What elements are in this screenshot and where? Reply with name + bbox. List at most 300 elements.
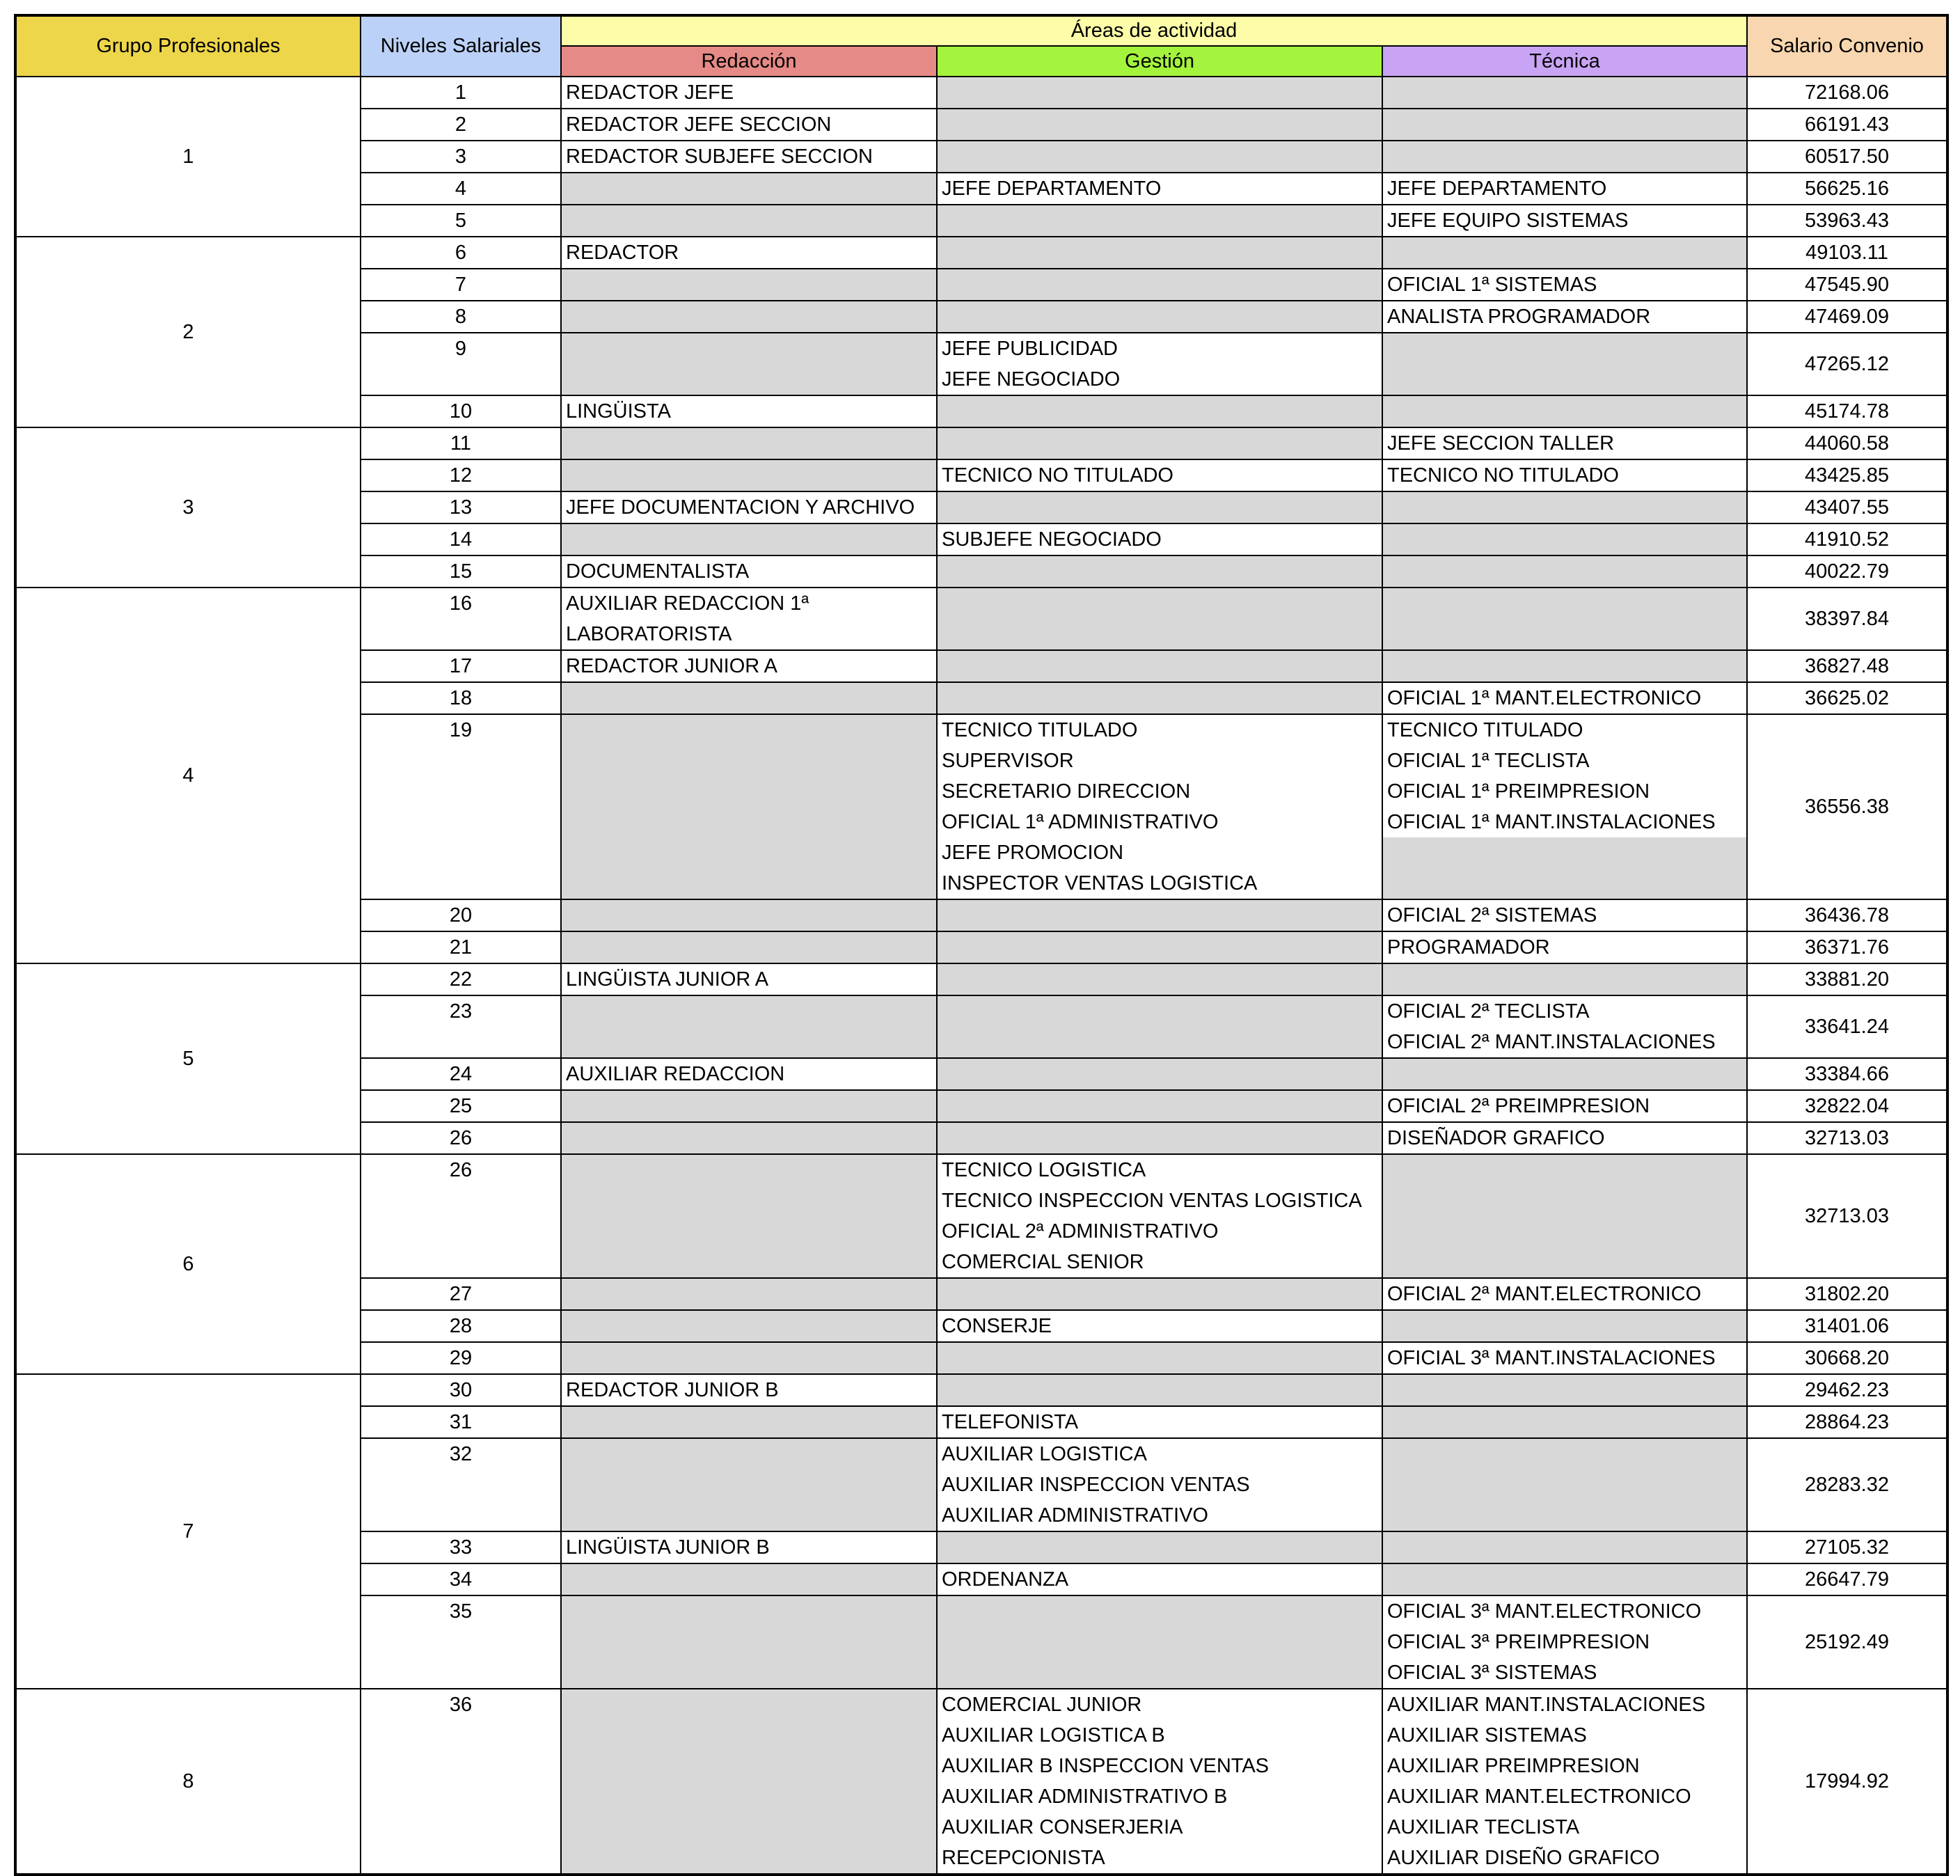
salario-value: 41910.52 — [1805, 528, 1889, 551]
redaccion-cell — [561, 237, 937, 269]
gestion-cell — [937, 1563, 1382, 1595]
salario-cell — [1747, 491, 1947, 523]
tecnica-cell — [1382, 995, 1747, 1058]
gestion-cell — [937, 77, 1382, 109]
salario-cell — [1747, 333, 1947, 395]
salario-value: 31802.20 — [1805, 1283, 1889, 1305]
salario-cell — [1747, 682, 1947, 714]
job-title: JEFE SECCION TALLER — [1387, 432, 1615, 455]
job-title: TECNICO INSPECCION VENTAS LOGISTICA — [942, 1190, 1362, 1212]
nivel-cell — [361, 1689, 561, 1875]
nivel-value: 17 — [449, 655, 473, 677]
job-title: JEFE NEGOCIADO — [942, 368, 1121, 391]
gestion-cell — [937, 1438, 1382, 1531]
nivel-cell — [361, 1058, 561, 1090]
header-salario: Salario Convenio — [1747, 15, 1947, 77]
tecnica-cell — [1382, 1122, 1747, 1154]
gestion-cell — [937, 205, 1382, 237]
job-title: TECNICO LOGISTICA — [942, 1159, 1146, 1181]
salario-cell — [1747, 141, 1947, 173]
salario-cell — [1747, 1563, 1947, 1595]
job-title: REDACTOR JEFE — [566, 81, 734, 104]
job-title: OFICIAL 1ª TECLISTA — [1387, 750, 1590, 772]
gestion-cell — [937, 1531, 1382, 1563]
nivel-value: 23 — [449, 1000, 473, 1023]
gestion-cell — [937, 1090, 1382, 1122]
redaccion-cell — [561, 301, 937, 333]
nivel-cell — [361, 650, 561, 682]
salario-cell — [1747, 1310, 1947, 1342]
job-title: REDACTOR JEFE SECCION — [566, 113, 832, 136]
tecnica-cell — [1382, 1090, 1747, 1122]
table-row — [15, 963, 1947, 995]
tecnica-cell — [1382, 205, 1747, 237]
gestion-cell — [937, 459, 1382, 491]
table-row — [15, 77, 1947, 109]
nivel-value: 9 — [455, 338, 467, 360]
redaccion-cell — [561, 1090, 937, 1122]
salario-cell — [1747, 237, 1947, 269]
redaccion-cell — [561, 491, 937, 523]
salario-cell — [1747, 1531, 1947, 1563]
nivel-value: 26 — [449, 1127, 473, 1149]
tecnica-cell — [1382, 1342, 1747, 1374]
salario-cell — [1747, 963, 1947, 995]
salario-value: 32713.03 — [1805, 1205, 1889, 1227]
redaccion-cell — [561, 269, 937, 301]
nivel-value: 36 — [449, 1694, 473, 1716]
gestion-cell — [937, 1374, 1382, 1406]
job-title: REDACTOR JUNIOR B — [566, 1379, 779, 1401]
tecnica-cell — [1382, 173, 1747, 205]
redaccion-cell — [561, 650, 937, 682]
header-areas: Áreas de actividad — [561, 15, 1747, 46]
gestion-cell — [937, 588, 1382, 650]
tecnica-cell — [1382, 963, 1747, 995]
nivel-value: 10 — [449, 400, 473, 423]
nivel-cell — [361, 523, 561, 555]
salario-cell — [1747, 714, 1947, 899]
nivel-value: 25 — [449, 1095, 473, 1117]
nivel-cell — [361, 555, 561, 588]
salario-value: 33384.66 — [1805, 1063, 1889, 1085]
job-title: INSPECTOR VENTAS LOGISTICA — [942, 872, 1258, 894]
gestion-cell — [937, 1122, 1382, 1154]
salario-value: 47469.09 — [1805, 306, 1889, 328]
job-title: AUXILIAR CONSERJERIA — [942, 1816, 1183, 1838]
header-grupo: Grupo Profesionales — [15, 15, 361, 77]
salario-cell — [1747, 1122, 1947, 1154]
job-title: AUXILIAR PREIMPRESION — [1387, 1755, 1640, 1777]
job-title: SECRETARIO DIRECCION — [942, 780, 1191, 803]
redaccion-cell — [561, 1689, 937, 1875]
redaccion-cell — [561, 1154, 937, 1278]
nivel-cell — [361, 269, 561, 301]
redaccion-cell — [561, 109, 937, 141]
nivel-cell — [361, 237, 561, 269]
job-title: TECNICO TITULADO — [1387, 719, 1583, 741]
tecnica-cell — [1382, 1563, 1747, 1595]
salario-cell — [1747, 301, 1947, 333]
salario-value: 44060.58 — [1805, 432, 1889, 455]
nivel-cell — [361, 205, 561, 237]
job-title: AUXILIAR MANT.INSTALACIONES — [1387, 1694, 1706, 1716]
salario-cell — [1747, 1595, 1947, 1689]
nivel-cell — [361, 714, 561, 899]
nivel-value: 8 — [455, 306, 467, 328]
job-title: DISEÑADOR GRAFICO — [1387, 1127, 1605, 1149]
tecnica-cell — [1382, 269, 1747, 301]
redaccion-cell — [561, 1342, 937, 1374]
salario-value: 36556.38 — [1805, 796, 1889, 818]
nivel-value: 15 — [449, 560, 473, 583]
redaccion-cell — [561, 173, 937, 205]
nivel-cell — [361, 1310, 561, 1342]
salario-value: 32713.03 — [1805, 1127, 1889, 1149]
job-title: REDACTOR — [566, 242, 679, 264]
gestion-cell — [937, 1278, 1382, 1310]
grupo-cell: 8 — [15, 1689, 361, 1875]
salario-value: 60517.50 — [1805, 145, 1889, 168]
job-title: RECEPCIONISTA — [942, 1847, 1105, 1869]
job-title: OFICIAL 1ª SISTEMAS — [1387, 274, 1597, 296]
redaccion-cell — [561, 77, 937, 109]
job-title: COMERCIAL SENIOR — [942, 1251, 1144, 1273]
salario-value: 30668.20 — [1805, 1347, 1889, 1369]
job-title: REDACTOR JUNIOR A — [566, 655, 778, 677]
salario-cell — [1747, 588, 1947, 650]
gestion-cell — [937, 963, 1382, 995]
gestion-cell — [937, 1406, 1382, 1438]
nivel-cell — [361, 1406, 561, 1438]
nivel-value: 28 — [449, 1315, 473, 1337]
salario-cell — [1747, 1278, 1947, 1310]
salario-cell — [1747, 459, 1947, 491]
tecnica-cell — [1382, 1310, 1747, 1342]
redaccion-cell — [561, 1531, 937, 1563]
tecnica-cell — [1382, 682, 1747, 714]
salario-cell — [1747, 269, 1947, 301]
job-title: ANALISTA PROGRAMADOR — [1387, 306, 1651, 328]
redaccion-cell — [561, 1278, 937, 1310]
redaccion-cell — [561, 427, 937, 459]
gestion-cell — [937, 333, 1382, 395]
nivel-cell — [361, 301, 561, 333]
redaccion-cell — [561, 141, 937, 173]
job-title: AUXILIAR DISEÑO GRAFICO — [1387, 1847, 1660, 1869]
nivel-value: 33 — [449, 1536, 473, 1559]
job-title: JEFE PUBLICIDAD — [942, 338, 1118, 360]
nivel-cell — [361, 1595, 561, 1689]
salario-value: 56625.16 — [1805, 178, 1889, 200]
nivel-value: 31 — [449, 1411, 473, 1433]
job-title: AUXILIAR SISTEMAS — [1387, 1724, 1587, 1747]
salario-value: 40022.79 — [1805, 560, 1889, 583]
tecnica-cell — [1382, 714, 1747, 899]
gestion-cell — [937, 427, 1382, 459]
salario-value: 38397.84 — [1805, 608, 1889, 630]
job-title: OFICIAL 1ª ADMINISTRATIVO — [942, 811, 1219, 833]
gestion-cell — [937, 931, 1382, 963]
salario-value: 36625.02 — [1805, 687, 1889, 709]
salario-cell — [1747, 1058, 1947, 1090]
job-title: PROGRAMADOR — [1387, 936, 1550, 959]
salario-value: 53963.43 — [1805, 210, 1889, 232]
gestion-cell — [937, 682, 1382, 714]
redaccion-cell — [561, 459, 937, 491]
job-title: JEFE DOCUMENTACION Y ARCHIVO — [566, 496, 915, 519]
salario-value: 17994.92 — [1805, 1770, 1889, 1792]
nivel-value: 29 — [449, 1347, 473, 1369]
salario-cell — [1747, 1090, 1947, 1122]
nivel-cell — [361, 963, 561, 995]
job-title: OFICIAL 3ª PREIMPRESION — [1387, 1631, 1650, 1653]
tecnica-cell — [1382, 1438, 1747, 1531]
job-title: OFICIAL 1ª MANT.ELECTRONICO — [1387, 687, 1702, 709]
nivel-value: 32 — [449, 1443, 473, 1465]
job-title: OFICIAL 2ª SISTEMAS — [1387, 904, 1597, 927]
redaccion-cell — [561, 963, 937, 995]
job-title: TECNICO NO TITULADO — [1387, 464, 1619, 487]
nivel-cell — [361, 1563, 561, 1595]
nivel-value: 16 — [449, 592, 473, 615]
nivel-value: 18 — [449, 687, 473, 709]
job-title: AUXILIAR MANT.ELECTRONICO — [1387, 1786, 1691, 1808]
nivel-value: 6 — [455, 242, 467, 264]
job-title: OFICIAL 3ª MANT.INSTALACIONES — [1387, 1347, 1716, 1369]
redaccion-cell — [561, 1563, 937, 1595]
tecnica-cell — [1382, 237, 1747, 269]
nivel-cell — [361, 173, 561, 205]
job-title: LINGÜISTA JUNIOR A — [566, 968, 769, 991]
tecnica-cell — [1382, 491, 1747, 523]
tecnica-cell — [1382, 1154, 1747, 1278]
job-title: CONSERJE — [942, 1315, 1052, 1337]
job-title: JEFE DEPARTAMENTO — [1387, 178, 1607, 200]
grupo-cell: 2 — [15, 237, 361, 427]
redaccion-cell — [561, 395, 937, 427]
tecnica-cell — [1382, 141, 1747, 173]
tecnica-cell — [1382, 650, 1747, 682]
salario-cell — [1747, 395, 1947, 427]
redaccion-cell — [561, 523, 937, 555]
salario-cell — [1747, 1438, 1947, 1531]
salario-cell — [1747, 1374, 1947, 1406]
job-title: OFICIAL 3ª SISTEMAS — [1387, 1662, 1597, 1684]
nivel-value: 22 — [449, 968, 473, 991]
redaccion-cell — [561, 1374, 937, 1406]
redaccion-cell — [561, 555, 937, 588]
nivel-cell — [361, 141, 561, 173]
salario-value: 45174.78 — [1805, 400, 1889, 423]
salario-cell — [1747, 205, 1947, 237]
job-title: AUXILIAR LOGISTICA B — [942, 1724, 1165, 1747]
gestion-cell — [937, 173, 1382, 205]
grupo-cell: 3 — [15, 427, 361, 588]
salario-cell — [1747, 650, 1947, 682]
job-title: TECNICO TITULADO — [942, 719, 1138, 741]
gestion-cell — [937, 301, 1382, 333]
salario-value: 31401.06 — [1805, 1315, 1889, 1337]
salario-cell — [1747, 1689, 1947, 1875]
nivel-value: 21 — [449, 936, 473, 959]
nivel-cell — [361, 1278, 561, 1310]
gestion-cell — [937, 555, 1382, 588]
gestion-cell — [937, 269, 1382, 301]
gestion-cell — [937, 491, 1382, 523]
salario-cell — [1747, 109, 1947, 141]
nivel-value: 19 — [449, 719, 473, 741]
nivel-value: 20 — [449, 904, 473, 927]
gestion-cell — [937, 1310, 1382, 1342]
nivel-value: 5 — [455, 210, 467, 232]
grupo-cell: 1 — [15, 77, 361, 237]
salario-cell — [1747, 995, 1947, 1058]
salario-value: 26647.79 — [1805, 1568, 1889, 1591]
nivel-value: 13 — [449, 496, 473, 519]
nivel-cell — [361, 1374, 561, 1406]
gestion-cell — [937, 1595, 1382, 1689]
tecnica-cell — [1382, 109, 1747, 141]
nivel-cell — [361, 1438, 561, 1531]
redaccion-cell — [561, 1595, 937, 1689]
salario-value: 66191.43 — [1805, 113, 1889, 136]
job-title: OFICIAL 2ª MANT.ELECTRONICO — [1387, 1283, 1702, 1305]
tecnica-cell — [1382, 301, 1747, 333]
job-title: AUXILIAR INSPECCION VENTAS — [942, 1474, 1250, 1496]
job-title: AUXILIAR B INSPECCION VENTAS — [942, 1755, 1270, 1777]
gestion-cell — [937, 1342, 1382, 1374]
job-title: AUXILIAR ADMINISTRATIVO — [942, 1504, 1208, 1527]
tecnica-cell — [1382, 588, 1747, 650]
gestion-cell — [937, 523, 1382, 555]
gestion-cell — [937, 1058, 1382, 1090]
nivel-cell — [361, 459, 561, 491]
job-title: AUXILIAR LOGISTICA — [942, 1443, 1147, 1465]
nivel-cell — [361, 1342, 561, 1374]
salario-cell — [1747, 173, 1947, 205]
tecnica-cell — [1382, 523, 1747, 555]
nivel-value: 7 — [455, 274, 467, 296]
salario-cell — [1747, 1342, 1947, 1374]
redaccion-cell — [561, 1122, 937, 1154]
grupo-cell: 7 — [15, 1374, 361, 1689]
nivel-value: 14 — [449, 528, 473, 551]
salario-value: 28283.32 — [1805, 1474, 1889, 1496]
nivel-cell — [361, 427, 561, 459]
salario-cell — [1747, 899, 1947, 931]
tecnica-cell — [1382, 1278, 1747, 1310]
nivel-value: 4 — [455, 178, 467, 200]
job-title: DOCUMENTALISTA — [566, 560, 750, 583]
redaccion-cell — [561, 588, 937, 650]
job-title: JEFE DEPARTAMENTO — [942, 178, 1162, 200]
nivel-value: 34 — [449, 1568, 473, 1591]
tecnica-cell — [1382, 1374, 1747, 1406]
salario-cell — [1747, 427, 1947, 459]
nivel-value: 2 — [455, 113, 467, 136]
nivel-cell — [361, 1531, 561, 1563]
table-row — [15, 588, 1947, 650]
job-title: LABORATORISTA — [566, 623, 732, 645]
gestion-cell — [937, 995, 1382, 1058]
nivel-cell — [361, 77, 561, 109]
salario-value: 47265.12 — [1805, 353, 1889, 375]
gestion-cell — [937, 237, 1382, 269]
job-title: OFICIAL 2ª MANT.INSTALACIONES — [1387, 1031, 1716, 1053]
table-row — [15, 237, 1947, 269]
redaccion-cell — [561, 1310, 937, 1342]
job-title: OFICIAL 2ª ADMINISTRATIVO — [942, 1220, 1219, 1243]
gestion-cell — [937, 1689, 1382, 1875]
salario-value: 25192.49 — [1805, 1631, 1889, 1653]
tecnica-cell — [1382, 1689, 1747, 1875]
job-title: JEFE PROMOCION — [942, 842, 1124, 864]
nivel-value: 26 — [449, 1159, 473, 1181]
redaccion-cell — [561, 1058, 937, 1090]
job-title: OFICIAL 2ª PREIMPRESION — [1387, 1095, 1650, 1117]
salario-value: 27105.32 — [1805, 1536, 1889, 1559]
job-title: REDACTOR SUBJEFE SECCION — [566, 145, 873, 168]
header-redaccion: Redacción — [561, 46, 937, 77]
redaccion-cell — [561, 931, 937, 963]
job-title: LINGÜISTA — [566, 400, 671, 423]
redaccion-cell — [561, 1406, 937, 1438]
tecnica-cell — [1382, 931, 1747, 963]
salario-value: 36436.78 — [1805, 904, 1889, 927]
redaccion-cell — [561, 1438, 937, 1531]
salario-value: 49103.11 — [1805, 242, 1888, 264]
nivel-cell — [361, 931, 561, 963]
salario-value: 33881.20 — [1805, 968, 1889, 991]
salario-value: 47545.90 — [1805, 274, 1889, 296]
nivel-cell — [361, 899, 561, 931]
job-title: AUXILIAR ADMINISTRATIVO B — [942, 1786, 1228, 1808]
job-title: OFICIAL 3ª MANT.ELECTRONICO — [1387, 1600, 1702, 1623]
nivel-cell — [361, 1154, 561, 1278]
nivel-value: 30 — [449, 1379, 473, 1401]
salario-cell — [1747, 1406, 1947, 1438]
gestion-cell — [937, 650, 1382, 682]
nivel-value: 12 — [449, 464, 473, 487]
salario-value: 72168.06 — [1805, 81, 1889, 104]
job-title: TELEFONISTA — [942, 1411, 1079, 1433]
job-title: TECNICO NO TITULADO — [942, 464, 1173, 487]
nivel-cell — [361, 333, 561, 395]
redaccion-cell — [561, 899, 937, 931]
gestion-cell — [937, 899, 1382, 931]
salario-value: 32822.04 — [1805, 1095, 1889, 1117]
tecnica-cell — [1382, 1406, 1747, 1438]
table-row — [15, 427, 1947, 459]
nivel-value: 24 — [449, 1063, 473, 1085]
nivel-cell — [361, 395, 561, 427]
job-title: SUBJEFE NEGOCIADO — [942, 528, 1162, 551]
header-niveles: Niveles Salariales — [361, 15, 561, 77]
nivel-cell — [361, 1090, 561, 1122]
tecnica-cell — [1382, 899, 1747, 931]
nivel-cell — [361, 995, 561, 1058]
gestion-cell — [937, 714, 1382, 899]
job-title: OFICIAL 2ª TECLISTA — [1387, 1000, 1590, 1023]
gestion-cell — [937, 141, 1382, 173]
nivel-cell — [361, 491, 561, 523]
tecnica-cell — [1382, 395, 1747, 427]
job-title: SUPERVISOR — [942, 750, 1074, 772]
salary-table — [14, 14, 1949, 1876]
nivel-value: 1 — [455, 81, 467, 104]
salario-value: 43407.55 — [1805, 496, 1889, 519]
